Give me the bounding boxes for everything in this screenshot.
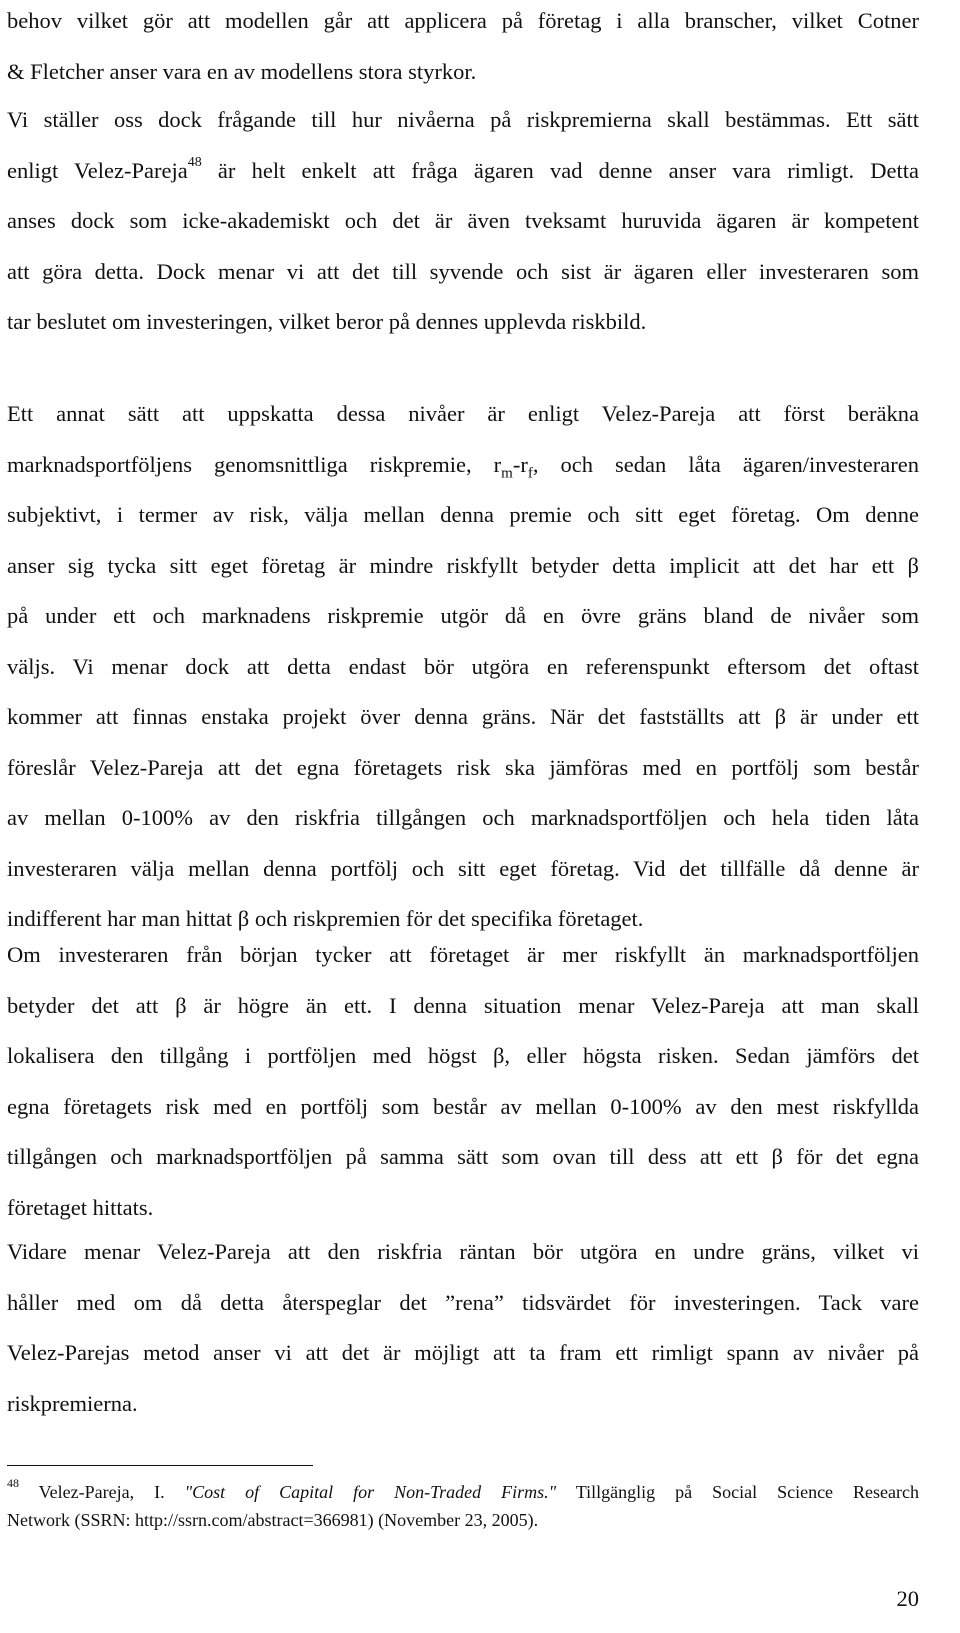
- text-line: föreslår Velez-Pareja att det egna företagets risk ska jämföras med en portfölj som består: [7, 754, 919, 780]
- text-line: kommer att finnas enstaka projekt över denna gräns. När det fastställts att β är under ett: [7, 704, 919, 729]
- text-line: lokalisera den tillgång i portföljen med högst β, eller högsta risken. Sedan jämförs det: [7, 1043, 919, 1068]
- text-line: & Fletcher anser vara en av modellens stora styrkor.: [7, 58, 477, 84]
- text-line: av mellan 0-100% av den riskfria tillgången och marknadsportföljen och hela tiden låta: [7, 805, 919, 830]
- footnote-marker: 48: [7, 1476, 19, 1490]
- text-line: Vidare menar Velez-Pareja att den riskfria räntan bör utgöra en undre gräns, vilket vi: [7, 1239, 919, 1264]
- text-line: att göra detta. Dock menar vi att det till syvende och sist är ägaren eller investeraren som: [7, 258, 919, 284]
- text-line: Vi ställer oss dock frågande till hur nivåerna på riskpremierna skall bestämmas. Ett sätt: [7, 107, 919, 132]
- page-number: 20: [896, 1586, 919, 1611]
- text-line: tillgången och marknadsportföljen på samma sätt som ovan till dess att ett β för det egna: [7, 1144, 919, 1169]
- footnote-separator: [7, 1465, 313, 1466]
- text-line: anser sig tycka sitt eget företag är mindre riskfyllt betyder detta implicit att det har ett β: [7, 552, 919, 578]
- paragraph-1: [7, 0, 919, 97]
- text-line: anses dock som icke-akademiskt och det är även tveksamt huruvida ägaren är kompetent: [7, 208, 919, 233]
- footnote-line: Network (SSRN: http://ssrn.com/abstract=366981) (November 23, 2005).: [7, 1510, 539, 1530]
- paragraph-5: [7, 1227, 919, 1429]
- text-line: företaget hittats.: [7, 1194, 154, 1220]
- text-line-with-footnote-ref: enligt Velez-Pareja$^{48}$ är helt enkelt att fråga ägaren vad denne anser vara rimligt. Detta: [7, 155, 919, 183]
- footnote: [7, 1478, 919, 1534]
- paragraph-3: [7, 389, 919, 945]
- text-line: håller med om då detta återspeglar det ”rena” tidsvärdet för investeringen. Tack vare: [7, 1289, 919, 1315]
- text-line: Velez-Parejas metod anser vi att det är möjligt att ta fram ett rimligt spann av nivåer på: [7, 1340, 919, 1365]
- paragraph-4: [7, 930, 919, 1233]
- text-line: väljs. Vi menar dock att detta endast bör utgöra en referenspunkt eftersom det oftast: [7, 653, 919, 679]
- text-line: på under ett och marknadens riskpremie utgör då en övre gräns bland de nivåer som: [7, 603, 919, 628]
- text-line: egna företagets risk med en portfölj som består av mellan 0-100% av den mest riskfyllda: [7, 1093, 919, 1119]
- footnote-line: $^{48}$ Velez-Pareja, I. "Cost of Capital for Non-Traded Firms." Tillgänglig på Social Science Research: [7, 1476, 919, 1502]
- text-line: behov vilket gör att modellen går att applicera på företag i alla branscher, vilket Cotner: [7, 8, 919, 33]
- text-line-with-subscripts: marknadsportföljens genomsnittliga riskpremie, $r_m-r_f$, och sedan låta ägaren/investeraren: [7, 451, 919, 481]
- text-line: tar beslutet om investeringen, vilket beror på dennes upplevda riskbild.: [7, 309, 647, 334]
- text-line: subjektivt, i termer av risk, välja mellan denna premie och sitt eget företag. Om denne: [7, 502, 919, 527]
- text-line: Om investeraren från början tycker att företaget är mer riskfyllt än marknadsportföljen: [7, 942, 919, 967]
- text-line: riskpremierna.: [7, 1390, 138, 1416]
- footnote-reference[interactable]: 48: [187, 155, 202, 170]
- text-line: Ett annat sätt att uppskatta dessa nivåer är enligt Velez-Pareja att först beräkna: [7, 401, 919, 426]
- paragraph-2: [7, 95, 919, 348]
- footnote-title: "Cost of Capital for Non-Traded Firms.": [184, 1482, 557, 1502]
- text-line: betyder det att β är högre än ett. I denna situation menar Velez-Pareja att man skall: [7, 992, 919, 1018]
- text-line: indifferent har man hittat β och riskpremien för det specifika företaget.: [7, 906, 644, 931]
- text-line: investeraren välja mellan denna portfölj och sitt eget företag. Vid det tillfälle då denne är: [7, 855, 919, 881]
